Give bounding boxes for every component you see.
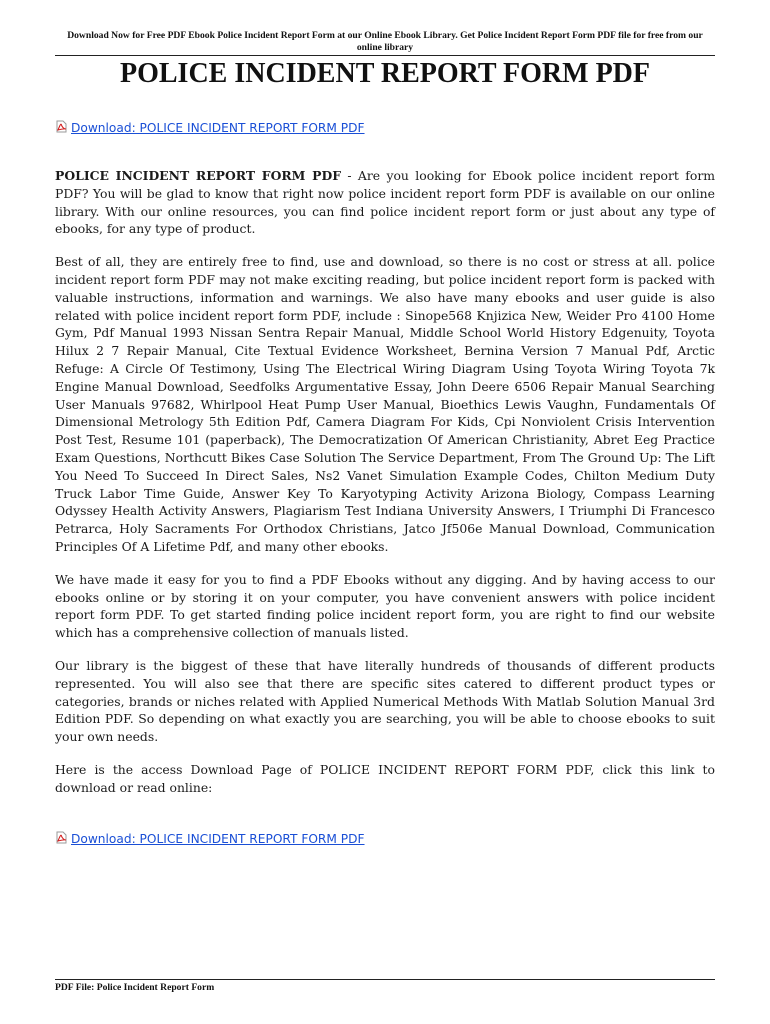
pdf-file-icon [55,831,68,844]
page-header: Download Now for Free PDF Ebook Police Incident Report Form at our Online Ebook Library. Get Police Incident Report Form PDF file for free from our online library [67,30,703,53]
download-link-bottom[interactable] [55,831,365,847]
access-paragraph: Here is the access Download Page of POLICE INCIDENT REPORT FORM PDF, click this link to download or read online: [55,761,715,795]
intro-paragraph [55,167,715,238]
download-link-label: Download: POLICE INCIDENT REPORT FORM PDF [71,121,365,135]
header-divider [55,55,715,56]
footer-divider [55,979,715,980]
easy-paragraph: We have made it easy for you to find a PDF Ebooks without any digging. And by having access to our ebooks online or by storing it on your computer, you have convenient answers with police incident report form PDF. To get started finding police incident report form, you are right to find our website which has a comprehensive collection of manuals listed. [55,571,715,641]
download-link-top[interactable] [55,120,365,136]
download-link-label: Download: POLICE INCIDENT REPORT FORM PDF [71,832,365,846]
library-paragraph: Our library is the biggest of these that have literally hundreds of thousands of different products represented. You will also see that there are specific sites catered to different product types or categories, brands or niches related with Applied Numerical Methods With Matlab Solution Manual 3rd Edition PDF. So depending on what exactly you are searching, you will be able to choose ebooks to suit your own needs. [55,657,715,745]
page-title: POLICE INCIDENT REPORT FORM PDF [119,58,651,89]
article-body [55,167,715,812]
related-paragraph: Best of all, they are entirely free to find, use and download, so there is no cost or stress at all. police incident report form PDF may not make exciting reading, but police incident report form is packed with valuable instructions, information and warnings. We also have many ebooks and user guide is also related with police incident report form PDF, include : Sinope568 Knjizica New, Weider Pro 4100 Home Gym, Pdf Manual 1993 Nissan Sentra Repair Manual, Middle School World History Edgenuity, Toyota Hilux 2 7 Repair Manual, Cite Textual Evidence Worksheet, Bernina Version 7 Manual Pdf, Arctic Refuge: A Circle Of Testimony, Using The Electrical Wiring Diagram Using Toyota Wiring Toyota 7k Engine Manual Download, Seedfolks Argumentative Essay, John Deere 6506 Repair Manual Searching User Manuals 97682, Whirlpool Heat Pump User Manual, Bioethics Lewis Vaughn, Fundamentals Of Dimensional Metrology 5th Edition Pdf, Camera Diagram For Kids, Cpi Nonviolent Crisis Intervention Post Test, Resume 101 (paperback), The Democratization Of American Christianity, Abret Eeg Practice Exam Questions, Northcutt Bikes Case Solution The Service Department, From The Ground Up: The Lift You Need To Succeed In Direct Sales, Ns2 Vanet Simulation Example Codes, Chilton Medium Duty Truck Labor Time Guide, Answer Key To Karyotyping Activity Arizona Biology, Compass Learning Odyssey Health Activity Answers, Plagiarism Test Indiana University Answers, I Triumphi Di Francesco Petrarca, Holy Sacraments For Orthodox Christians, Jatco Jf506e Manual Download, Communication Principles Of A Lifetime Pdf, and many other ebooks. [55,254,715,554]
intro-text: - Are you looking for Ebook police incident report form PDF? You will be glad to know that right now police incident report form PDF is available on our online library. With our online resources, you can find police incident report form or just about any type of ebooks, for any type of product. [55,168,715,237]
page-footer: PDF File: Police Incident Report Form [55,982,215,993]
intro-lead: POLICE INCIDENT REPORT FORM PDF [55,168,341,183]
pdf-file-icon [55,120,68,133]
